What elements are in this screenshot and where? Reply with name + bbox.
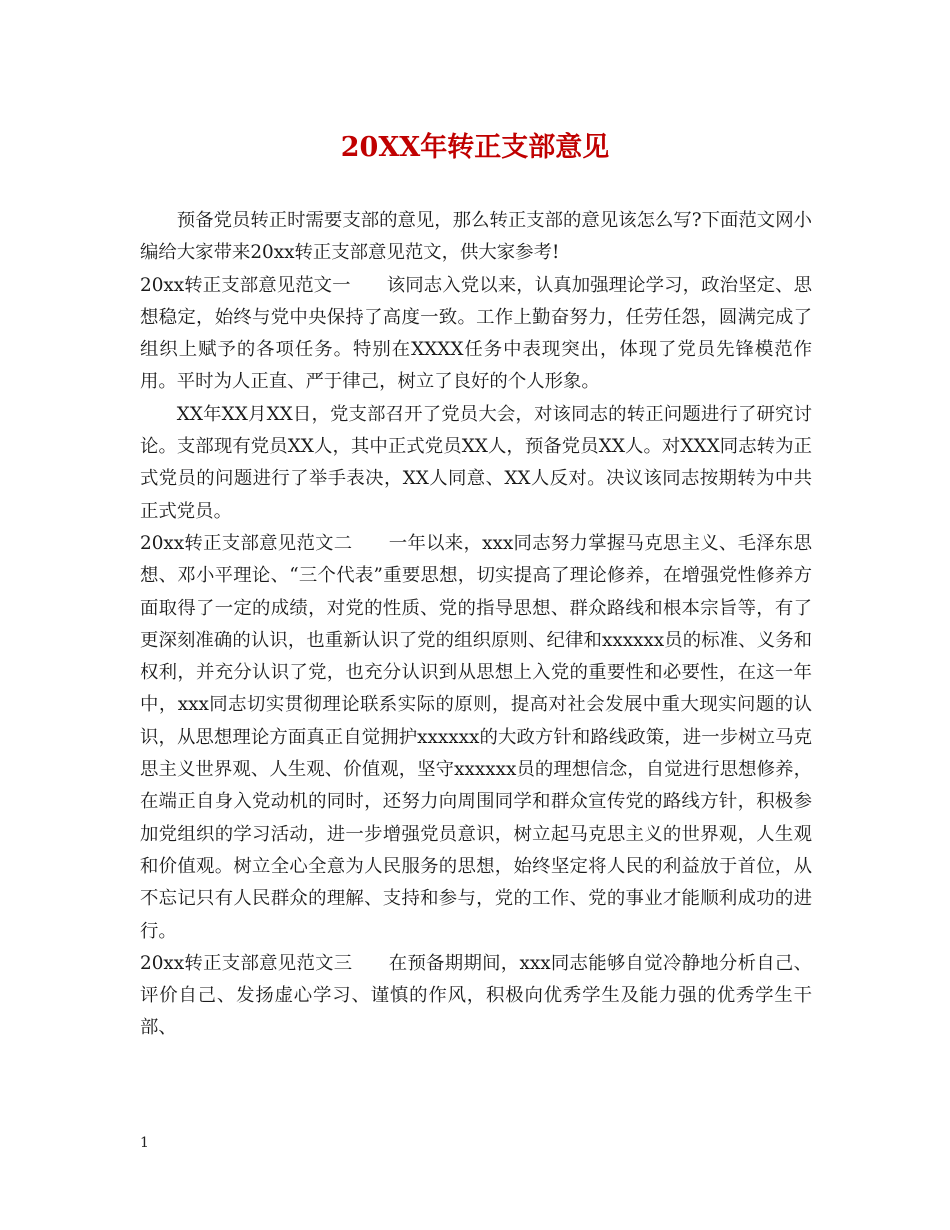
document-title: 20XX年转正支部意见 — [340, 132, 610, 163]
intro-paragraph: 预备党员转正时需要支部的意见，那么转正支部的意见该怎么写?下面范文网小编给大家带来20xx转正支部意见范文，供大家参考! — [140, 210, 812, 264]
document-body — [140, 205, 812, 1045]
section-2-heading: 20xx转正支部意见范文二 — [140, 532, 353, 554]
section-1-paragraph-1: 该同志入党以来，认真加强理论学习，政治坚定、思想稳定，始终与党中央保持了高度一致。工作上勤奋努力，任劳任怨，圆满完成了组织上赋予的各项任务。特别在XXXX任务中表现突出，体现了党员先锋模范作用。平时为人正直、严于律己，树立了良好的个人形象。 — [140, 274, 812, 393]
section-3-first-paragraph — [140, 948, 812, 1045]
section-1-first-paragraph — [140, 270, 812, 399]
section-1-heading: 20xx转正支部意见范文一 — [140, 274, 351, 296]
section-3-heading: 20xx转正支部意见范文三 — [140, 952, 353, 974]
page-number: 1 — [140, 1135, 149, 1151]
section-2-paragraph-1: 一年以来，xxx同志努力掌握马克思主义、毛泽东思想、邓小平理论、“三个代表”重要思想，切实提高了理论修养，在增强党性修养方面取得了一定的成绩，对党的性质、党的指导思想、群众路线和根本宗旨等，有了更深刻准确的认识，也重新认识了党的组织原则、纪律和xxxxxx员的标准、义务和权利，并充分认识了党，也充分认识到从思想上入党的重要性和必要性，在这一年中，xxx同志切实贯彻理论联系实际的原则，提高对社会发展中重大现实问题的认识，从思想理论方面真正自觉拥护xxxxxx的大政方针和路线政策，进一步树立马克思主义世界观、人生观、价值观，坚守xxxxxx员的理想信念，自觉进行思想修养，在端正自身入党动机的同时，还努力向周围同学和群众宣传党的路线方针，积极参加党组织的学习活动，进一步增强党员意识，树立起马克思主义的世界观，人生观和价值观。树立全心全意为人民服务的思想，始终坚定将人民的利益放于首位，从不忘记只有人民群众的理解、支持和参与，党的工作、党的事业才能顺利成功的进行。 — [140, 532, 812, 942]
section-3-paragraph-1: 在预备期期间，xxx同志能够自觉冷静地分析自己、评价自己、发扬虚心学习、谨慎的作风，积极向优秀学生及能力强的优秀学生干部、 — [140, 952, 812, 1039]
section-1-paragraph-2: XX年XX月XX日，党支部召开了党员大会，对该同志的转正问题进行了研究讨论。支部现有党员XX人，其中正式党员XX人，预备党员XX人。对XXX同志转为正式党员的问题进行了举手表决，XX人同意、XX人反对。决议该同志按期转为中共正式党员。 — [140, 403, 812, 522]
section-2-first-paragraph — [140, 528, 812, 948]
